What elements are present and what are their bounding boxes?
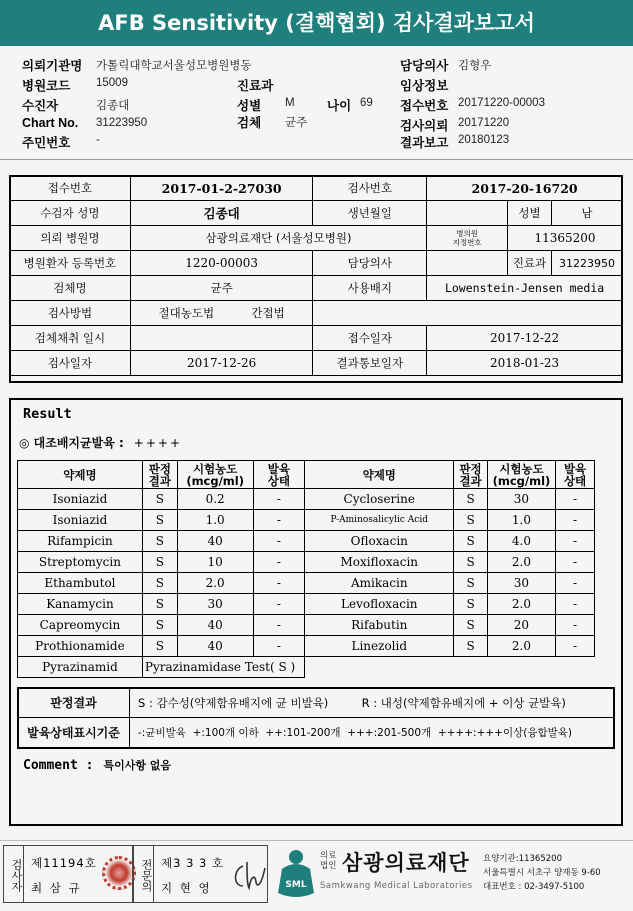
drug-judgement: S (454, 531, 487, 552)
org-street: 서울특별시 서초구 양재동 9-60 (483, 868, 601, 878)
drug-row (18, 594, 595, 615)
drug-growth: - (556, 489, 595, 510)
drug-row (18, 636, 595, 657)
specialist-vertical-label: 전문의 (134, 846, 154, 902)
org-address (483, 852, 601, 894)
specialist-signature-box (133, 845, 268, 903)
drug-growth: - (556, 510, 595, 531)
tester-name: 최 삼 규 (31, 881, 82, 895)
drug-name: Levofloxacin (305, 594, 454, 615)
age-value: 69 (360, 97, 373, 109)
drug-growth: - (556, 615, 595, 636)
drug-concentration: 2.0 (487, 636, 555, 657)
judge-criteria-text (130, 688, 615, 718)
drug-judgement: S (142, 594, 177, 615)
signature-scribble-icon (229, 856, 269, 894)
collector-label: 수진자 (22, 99, 59, 113)
tester-license: 제11194호 (31, 856, 97, 870)
drug-growth: - (556, 573, 595, 594)
specialist-license: 제3 3 3 호 (161, 856, 225, 870)
medium-value: Lowenstein-Jensen media (427, 276, 623, 301)
specialist-name: 지 현 영 (161, 881, 212, 895)
sex-value: M (285, 97, 295, 109)
tester-seal-icon (102, 856, 136, 890)
drug-name: Capreomycin (18, 615, 143, 636)
drug-concentration: 30 (487, 573, 555, 594)
drug-name: Moxifloxacin (305, 552, 454, 573)
report-date-value: 2018-01-23 (427, 351, 623, 376)
designated-label-1: 병의원 (456, 229, 478, 238)
hospital-value: 삼광의료재단 (서울성모병원) (130, 226, 426, 251)
growth-criteria-label: 발육상태표시기준 (18, 718, 130, 748)
drug-judgement: S (142, 636, 177, 657)
method-label: 검사방법 (10, 301, 131, 326)
method-value (130, 301, 313, 326)
patient-table (9, 175, 623, 376)
chart-value: 31223950 (96, 117, 148, 129)
col-conc: 시험농도 (mcg/ml) (177, 461, 253, 489)
culture-label: ◎ 대조배지균발육 : (19, 436, 124, 450)
receipt-no-label: 접수번호 (10, 176, 131, 201)
specimen-label: 검체명 (10, 276, 131, 301)
collect-date-value (130, 326, 313, 351)
drug-growth: - (556, 531, 595, 552)
pza-drug: Pyrazinamid (18, 657, 143, 678)
received-value: 2017-12-22 (427, 326, 623, 351)
drug-name: Rifabutin (305, 615, 454, 636)
doctor-value: 김형우 (458, 60, 492, 72)
logo-text: SML (285, 880, 307, 890)
birth-label: 생년월일 (313, 201, 427, 226)
dept-label: 진료과 (237, 79, 274, 93)
collect-date-label: 검체채취 일시 (10, 326, 131, 351)
drug-name: Linezolid (305, 636, 454, 657)
header-divider (0, 159, 633, 160)
drug-name: Isoniazid (18, 510, 143, 531)
drug-concentration: 4.0 (487, 531, 555, 552)
dept-label: 진료과 (508, 251, 552, 276)
culture-growth (19, 434, 182, 451)
drug-growth: - (253, 594, 305, 615)
drug-name: Prothionamide (18, 636, 143, 657)
drug-growth: - (253, 573, 305, 594)
accession-value: 20171220-00003 (458, 97, 545, 109)
drug-concentration: 2.0 (487, 594, 555, 615)
reported-label: 결과보고 (400, 136, 449, 150)
drug-judgement: S (454, 615, 487, 636)
rrn-value: - (96, 134, 100, 146)
drug-judgement: S (454, 552, 487, 573)
pza-row (18, 657, 595, 678)
code-value: 15009 (96, 77, 128, 89)
comment-label: Comment : (23, 758, 94, 773)
sex-value: 남 (551, 201, 622, 226)
drug-judgement: S (142, 510, 177, 531)
drug-concentration: 20 (487, 615, 555, 636)
reported-value: 20180123 (458, 134, 510, 146)
drug-row (18, 573, 595, 594)
code-label: 병원코드 (22, 79, 71, 93)
judge-criteria-label: 판정결과 (18, 688, 130, 718)
drug-row (18, 489, 595, 510)
test-no-label: 검사번호 (313, 176, 427, 201)
drug-name: Ethambutol (18, 573, 143, 594)
report-date-label: 결과통보일자 (313, 351, 427, 376)
result-title: Result (23, 406, 72, 422)
drug-concentration: 0.2 (177, 489, 253, 510)
drug-row (18, 531, 595, 552)
medium-label: 사용배지 (313, 276, 427, 301)
org-phone: 대표번호 : 02-3497-5100 (483, 882, 585, 892)
doctor-label: 담당의사 (313, 251, 427, 276)
drug-row (18, 552, 595, 573)
hospital-value: 가톨릭대학교서울성모병원병동 (96, 60, 252, 72)
birth-value (427, 201, 508, 226)
drug-concentration: 40 (177, 615, 253, 636)
drug-growth: - (253, 615, 305, 636)
specimen-value: 균주 (285, 117, 308, 129)
drug-growth: - (253, 531, 305, 552)
dept-value: 31223950 (551, 251, 622, 276)
collector-value: 김종대 (96, 100, 130, 112)
col-growth-2: 발육 상태 (556, 461, 595, 489)
drug-concentration: 30 (177, 594, 253, 615)
drug-name: Cycloserine (305, 489, 454, 510)
drug-growth: - (253, 552, 305, 573)
header-info (0, 50, 633, 158)
drug-name: Amikacin (305, 573, 454, 594)
drug-concentration: 30 (487, 489, 555, 510)
drug-growth: - (556, 594, 595, 615)
drug-growth: - (253, 636, 305, 657)
accession-label: 접수번호 (400, 99, 449, 113)
drug-growth: - (556, 636, 595, 657)
doctor-label: 담당의사 (400, 59, 449, 73)
col-growth: 발육 상태 (253, 461, 305, 489)
drug-growth: - (556, 552, 595, 573)
method-empty (313, 301, 623, 326)
growth-criteria-text: -:균비발육 +:100개 이하 ++:101-200개 +++:201-500개 ++++:+++이상(융합발육) (130, 718, 615, 748)
received-label: 접수일자 (313, 326, 427, 351)
comment-value: 특이사항 없음 (103, 759, 172, 772)
judge-criteria-r: R : 내성(약제함유배지에 + 이상 균발육) (361, 695, 566, 710)
org-english-name: Samkwang Medical Laboratories (320, 881, 473, 891)
doctor-value (427, 251, 508, 276)
comment (23, 757, 171, 773)
org-name: 삼광의료재단 (342, 851, 470, 875)
drug-judgement: S (142, 573, 177, 594)
drug-concentration: 2.0 (487, 552, 555, 573)
judge-criteria-s: S : 감수성(약제함유배지에 균 비발육) (138, 695, 329, 710)
drug-row (18, 510, 595, 531)
drug-judgement: S (142, 531, 177, 552)
drug-concentration: 40 (177, 636, 253, 657)
designated-label (427, 226, 508, 251)
drug-judgement: S (454, 636, 487, 657)
criteria-table (17, 687, 615, 748)
drug-table-header (18, 461, 595, 489)
col-drug-2: 약제명 (305, 461, 454, 489)
report-title: AFB Sensitivity (결핵협회) 검사결과보고서 (0, 0, 633, 46)
drug-growth: - (253, 510, 305, 531)
org-code: 요양기관:11365200 (483, 854, 562, 864)
specimen-value: 균주 (130, 276, 313, 301)
drug-concentration: 40 (177, 531, 253, 552)
col-conc-2: 시험농도 (mcg/ml) (487, 461, 555, 489)
sml-logo-icon (274, 849, 318, 899)
hospital-label: 의뢰기관명 (22, 59, 83, 73)
result-section (9, 398, 623, 826)
col-judge: 판정 결과 (142, 461, 177, 489)
drug-concentration: 2.0 (177, 573, 253, 594)
clinical-label: 임상정보 (400, 79, 449, 93)
drug-judgement: S (142, 489, 177, 510)
sex-label: 성별 (237, 99, 262, 113)
col-judge-2: 판정 결과 (454, 461, 487, 489)
sex-label: 성별 (508, 201, 552, 226)
test-date-label: 검사일자 (10, 351, 131, 376)
drug-judgement: S (454, 510, 487, 531)
footer-divider (0, 840, 633, 841)
drug-growth: - (253, 489, 305, 510)
drug-name: Isoniazid (18, 489, 143, 510)
rrn-label: 주민번호 (22, 136, 71, 150)
culture-value: ++++ (133, 436, 182, 450)
drug-name: P-Aminosalicylic Acid (305, 510, 454, 531)
method-1: 절대농도법 (158, 306, 215, 320)
requested-value: 20171220 (458, 117, 510, 129)
col-drug: 약제명 (18, 461, 143, 489)
age-label: 나이 (327, 99, 352, 113)
reg-no-value: 1220-00003 (130, 251, 313, 276)
org-logo-block (272, 845, 632, 905)
drug-name: Kanamycin (18, 594, 143, 615)
requested-label: 검사의뢰 (400, 119, 449, 133)
drug-judgement: S (454, 594, 487, 615)
drug-concentration: 1.0 (177, 510, 253, 531)
drug-name: Rifampicin (18, 531, 143, 552)
drug-judgement: S (454, 489, 487, 510)
tester-vertical-label: 검사자 (4, 846, 24, 902)
org-sub-label: 의료 법인 (320, 851, 337, 871)
drug-name: Ofloxacin (305, 531, 454, 552)
drug-name: Streptomycin (18, 552, 143, 573)
drug-judgement: S (454, 573, 487, 594)
drug-judgement: S (142, 615, 177, 636)
receipt-no-value: 2017-01-2-27030 (130, 176, 313, 201)
designated-value: 11365200 (508, 226, 623, 251)
test-date-value: 2017-12-26 (130, 351, 313, 376)
drug-concentration: 10 (177, 552, 253, 573)
name-value: 김종대 (130, 201, 313, 226)
drug-sensitivity-table (17, 460, 595, 678)
specimen-label: 검체 (237, 116, 262, 130)
hospital-label: 의뢰 병원명 (10, 226, 131, 251)
drug-row (18, 615, 595, 636)
pza-test: Pyrazinamidase Test( S ) (142, 657, 304, 678)
tester-signature-box (3, 845, 133, 903)
drug-concentration: 1.0 (487, 510, 555, 531)
designated-label-2: 지정번호 (452, 238, 482, 247)
drug-judgement: S (142, 552, 177, 573)
method-2: 간접법 (251, 306, 285, 320)
chart-label: Chart No. (22, 116, 79, 130)
test-no-value: 2017-20-16720 (427, 176, 623, 201)
reg-no-label: 병원환자 등록번호 (10, 251, 131, 276)
name-label: 수검자 성명 (10, 201, 131, 226)
